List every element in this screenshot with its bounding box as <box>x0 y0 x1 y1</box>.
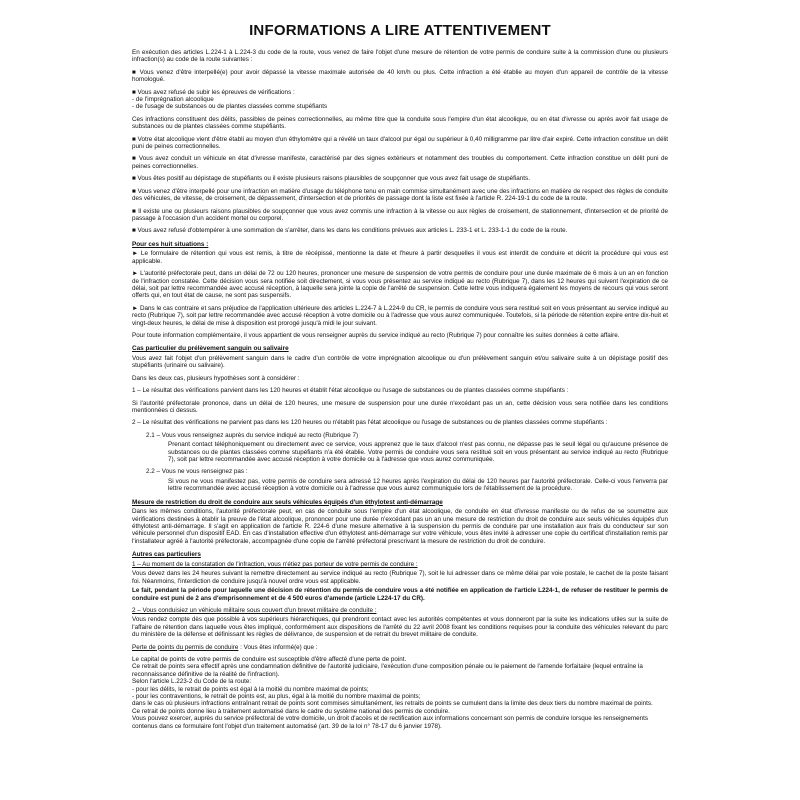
blood-hypothesis-2: 2 – Le résultat des vérifications ne parvient pas dans les 120 heures ou n'établit pas l'état alcoolique ou l'usage de substances ou de plantes classées comme stupéfiants : <box>132 419 608 427</box>
case-refusal-title: ■ Vous avez refusé de subir les épreuves de vérifications : <box>132 88 295 96</box>
other-case-1-text: Vous devez dans les 24 heures suivant la remettre directement au service indiqué au recto (Rubrique 7), soit le lui adresser dans ce même délai par voie postale, le cachet de la poste faisant foi. Néanmoins, l'interdiction de conduire jusqu'à nouvel ordre vous est applicable. <box>132 570 668 585</box>
other-case-2-text: Vous rendez compte dès que possible à vos supérieurs hiérarchiques, qui prendront contact avec les autorités compétentes et vous donneront par la suite les indications utiles sur la suite de l'affaire de rétention dans laquelle vous êtes impliqué, conformément aux dispositions de l'arrêté du 22 avril 2008 fixant les conditions requises pour la conduite des véhicules relevant du parc du ministère de la défense et définissant les règles de délivrance, de suspension et de retrait du brevet militaire de conduite. <box>132 616 668 639</box>
points-title: Perte de points du permis de conduire <box>132 643 239 651</box>
blood-hypothesis-2-2: 2.2 – Vous ne vous renseignez pas : <box>146 468 248 476</box>
case-refusal-item: - de l'usage de substances ou de plantes classées comme stupéfiants <box>132 103 328 111</box>
blood-hypothesis-2-1: 2.1 – Vous vous renseignez auprès du service indiqué au recto (Rubrique 7) <box>146 431 359 439</box>
blood-paragraph: Dans les deux cas, plusieurs hypothèses sont à considérer : <box>132 374 300 382</box>
points-line: dans le cas où plusieurs infractions entraînant retrait de points sont commises simultanément, les retraits de points se cumulent dans la limite des deux tiers du nombre maximal de points. <box>132 700 653 708</box>
eight-paragraph: ► Dans le cas contraire et sans préjudice de l'application ultérieure des articles L.224-7 à L.224-9 du CR, le permis de conduire vous sera restitué soit en vous présentant au service indiqué au recto (Rubrique 7), soit par lettre recommandée avec accusé réception à votre domicile ou à l'adresse que vous aurez communiquée. Toutefois, si la période de rétention expire entre dix-huit et vingt-deux heures, le délai de mise à disposition est prorogé jusqu'à midi le jour suivant. <box>132 304 668 327</box>
case-stop: ■ Vous avez refusé d'obtempérer à une sommation de s'arrêter, dans les dans les conditions prévues aux articles L. 233-1 et L. 233-1-1 du code de la route. <box>132 227 568 235</box>
points-line: Ce retrait de points sera effectif après une condamnation définitive de l'autorité judiciaire, l'exécution d'une composition pénale ou le paiement de l'amende forfaitaire (lequel entraîne la reconnaissance définitive de la réalité de l'infraction). <box>132 663 643 678</box>
case-phone: ■ Vous venez d'être interpellé pour une infraction en matière d'usage du téléphone tenu en main commise simultanément avec une des infractions en matière de respect des règles de conduite des véhicules, de vitesse, de croisement, de dépassement, d'intersection et de priorités de passage dont la liste est fixée à l'article R. 224-19-1 du code de la route. <box>132 187 668 203</box>
page-title: INFORMATIONS A LIRE ATTENTIVEMENT <box>249 22 551 39</box>
other-case-2-title: 2 – Vous conduisiez un véhicule militaire sous couvert d'un brevet militaire de conduite : <box>132 606 377 614</box>
case-refusal <box>132 89 668 111</box>
blood-paragraph: Vous avez fait l'objet d'un prélèvement sanguin dans le cadre d'un contrôle de votre imprégnation alcoolique ou d'un prélèvement sanguin et/ou salivaire suite à un dépistage positif des stupéfiants (urinaire ou salivaire). <box>132 354 668 370</box>
case-alcohol: ■ Votre état alcoolique vient d'être établi au moyen d'un éthylomètre qui a révélé un taux d'alcool pur égal ou supérieur à 0,40 milligramme par litre d'air expiré. Cette infraction constitue un délit puni de peines correctionnelles. <box>132 135 668 151</box>
other-cases-header: Autres cas particuliers <box>132 551 201 559</box>
points-line: - pour les contraventions, le retrait de points est, au plus, égal à la moitié du nombre maximal de points; <box>132 692 421 700</box>
points-line: Ce retrait de points donne lieu à traitement automatisé dans le cadre du système national des permis de conduire. <box>132 707 450 715</box>
case-refusal-item: - de l'imprégnation alcoolique <box>132 96 214 104</box>
case-refusal-note: Ces infractions constituent des délits, passibles de peines correctionnelles, au même titre que la conduite sous l'empire d'un état alcoolique, ou en état d'ivresse ou après avoir fait usage de substances ou de plantes classées comme stupéfiants. <box>132 115 668 131</box>
other-case-1-title: 1 – Au moment de la constatation de l'infraction, vous n'étiez pas porteur de votre permis de conduire : <box>132 560 418 568</box>
eight-paragraph: ► L'autorité préfectorale peut, dans un délai de 72 ou 120 heures, prononcer une mesure de suspension de votre permis de conduire pour une durée maximale de 6 mois à un an en fonction de l'infraction constatée. Cette décision vous sera notifiée soit directement, si vous vous présentez au service indiqué au recto (Rubrique 7), dans les 12 heures qui suivent l'expiration de ce délai, soit par lettre recommandée avec accusé réception, à laquelle sera jointe la copie de l'arrêté de suspension. Cette lettre vous indiquera également les moyens de recours qui vous seront offerts qui, en tout état de cause, ne sont pas suspensifs. <box>132 270 668 300</box>
eight-paragraph: Pour toute information complémentaire, il vous appartient de vous renseigner auprès du service indiqué au recto (Rubrique 7) pour connaître les suites données à cette affaire. <box>132 331 620 339</box>
points-list <box>132 656 668 730</box>
ead-paragraph: Dans les mêmes conditions, l'autorité préfectorale peut, en cas de conduite sous l'empire d'un état alcoolique, de conduite en état d'ivresse manifeste ou de refus de se soumettre aux vérifications destinées à établir la preuve de l'état alcoolique, prononcer pour une durée n'excédant pas un an une mesure de restriction du droit de conduire aux seuls véhicules équipés d'un éthylotest anti-démarrage. Il s'agit en application de l'article R. 224-6 d'une mesure alternative à la suspension du permis de conduire par une installation aux frais du conducteur sur son véhicule personnel d'un dispositif EAD. En cas d'installation effective d'un éthylotest anti-démarrage sur votre véhicule, vous êtes invité à adresser une copie du certificat d'installation remis par l'installateur agréé à l'autorité préfectorale, accompagnée d'une copie de l'arrêté préfectoral prescrivant la mesure de restriction du droit de conduire. <box>132 508 668 545</box>
case-drugs: ■ Vous êtes positif au dépistage de stupéfiants ou il existe plusieurs raisons plausibles de soupçonner que vous avez fait usage de stupéfiants. <box>132 175 530 183</box>
blood-hypothesis-1: 1 – Le résultat des vérifications parvient dans les 120 heures et établit l'état alcoolique ou l'usage de substances ou de plantes classées comme stupéfiants : <box>132 387 569 395</box>
points-line: - pour les délits, le retrait de points est égal à la moitié du nombre maximal de points; <box>132 685 369 693</box>
ead-header: Mesure de restriction du droit de conduire aux seuls véhicules équipés d'un éthylotest anti-démarrage <box>132 498 443 506</box>
points-title-line <box>132 644 668 651</box>
intro-paragraph: En exécution des articles L.224-1 à L.224-3 du code de la route, vous venez de faire l'objet d'une mesure de rétention de votre permis de conduire suite à la commission d'une ou plusieurs infraction(s) au code de la route suivantes : <box>132 49 668 64</box>
blood-hypothesis-2-2-text: Si vous ne vous manifestez pas, votre permis de conduire sera adressé 12 heures après l'expiration du délai de 120 heures par l'autorité préfectorale. Celle-ci vous l'enverra par lettre recommandée avec accusé réception à votre domicile ou à l'adresse que vous aurez communiquée lors de l'établissement de la procédure. <box>168 477 668 493</box>
points-line: Le capital de points de votre permis de conduire est susceptible d'être affecté d'une perte de point. <box>132 655 407 663</box>
points-line: Vous pouvez exercer, auprès du service préfectoral de votre domicile, un droit d'accès et de rectification aux informations concernant son permis de conduire lorsque les renseignements contenus dans ce formulaire font l'objet d'un traitement automatisé (art. 39 de la loi n° 78-17 du 6 janvier 1978). <box>132 715 649 730</box>
blood-sample-header: Cas particulier du prélèvement sanguin ou salivaire <box>132 345 289 353</box>
points-title-suffix: : Vous êtes informé(e) que : <box>238 643 318 651</box>
eight-paragraph: ► Le formulaire de rétention qui vous est remis, à titre de récépissé, mentionne la date et l'heure à partir desquelles il vous est interdit de conduire et décrit la procédure qui vous est applicable. <box>132 250 668 265</box>
other-case-1-penalty: Le fait, pendant la période pour laquelle une décision de rétention du permis de conduire vous a été notifiée en application de l'article L224-1, de refuser de restituer le permis de conduire est puni de 2 ans d'emprisonnement et de 4 500 euros d'amende (article L224-17 du CR). <box>132 587 668 602</box>
case-speed: ■ Vous venez d'être interpellé(e) pour avoir dépassé la vitesse maximale autorisée de 40 km/h ou plus. Cette infraction a été établie au moyen d'un appareil de contrôle de la vitesse homologué. <box>132 68 668 84</box>
case-drunk: ■ Vous avez conduit un véhicule en état d'ivresse manifeste, caractérisé par des signes extérieurs et notamment des troubles du comportement. Cette infraction constitue un délit puni de peines correctionnelles. <box>132 155 668 170</box>
points-line: Selon l'article L.223-2 du Code de la route: <box>132 678 252 686</box>
blood-hypothesis-2-1-text: Prenant contact téléphoniquement ou directement avec ce service, vous apprenez que le taux d'alcool n'est pas connu, ne dépasse pas le seuil légal ou qu'aucune présence de substances ou de plantes classées comme stupéfiants n'a été établie. Votre permis de conduire vous sera restitué soit en vous présentant au service indiqué au recto (Rubrique 7), soit par lettre recommandée avec accusé réception à votre domicile ou à l'adresse que vous aurez communiquée. <box>168 441 668 464</box>
blood-hypothesis-1-text: Si l'autorité préfectorale prononce, dans un délai de 120 heures, une mesure de suspension pour une durée n'excédant pas un an, cette décision vous sera notifiée dans les conditions mentionnées ci dessus. <box>132 399 668 414</box>
case-accident: ■ Il existe une ou plusieurs raisons plausibles de soupçonner que vous avez commis une infraction à la vitesse ou aux règles de croisement, de stationnement, d'intersection et de priorité de passage à l'occasion d'un accident mortel ou corporel. <box>132 207 668 222</box>
eight-situations-header: Pour ces huit situations : <box>132 240 209 248</box>
